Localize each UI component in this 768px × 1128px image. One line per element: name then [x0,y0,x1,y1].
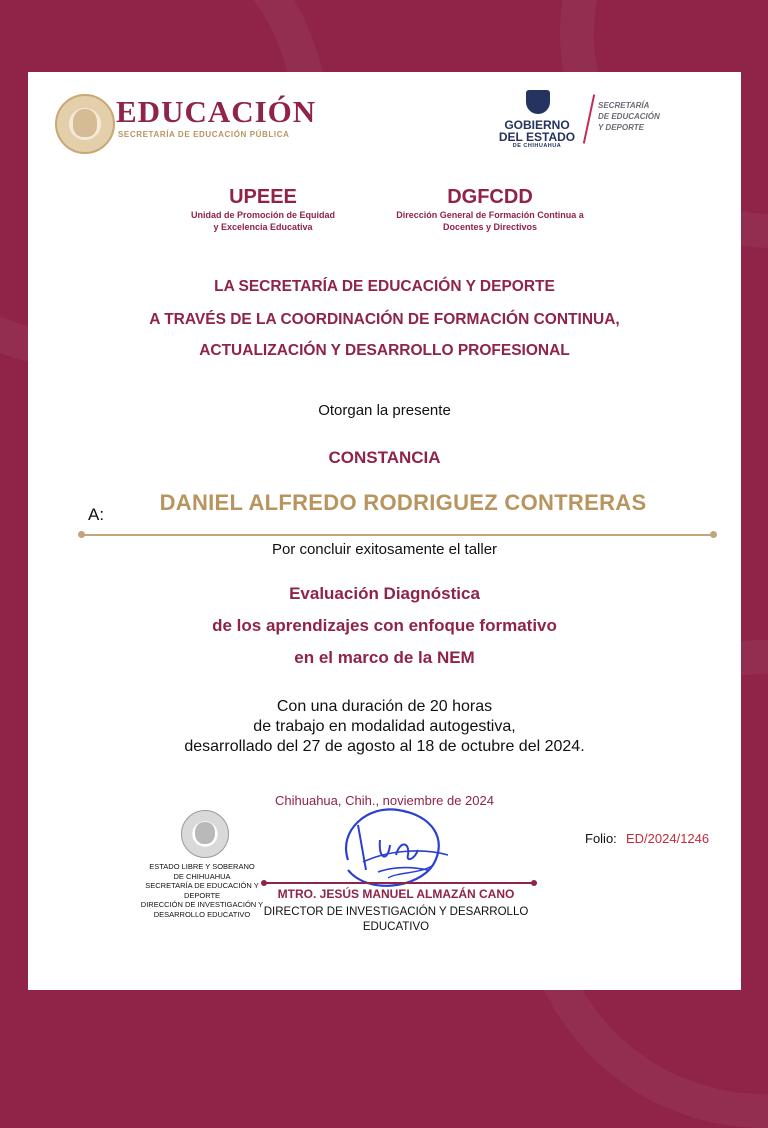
signature-line-dot [531,880,537,886]
seal-text-line: DESARROLLO EDUCATIVO [153,909,251,919]
chihuahua-logo-line3: DE CHIHUAHUA [512,143,562,149]
details-line1: Con una duración de 20 horas [276,698,493,715]
chihuahua-logo-line1: GOBIERNO [504,118,570,132]
issuer-line3: ACTUALIZACIÓN Y DESARROLLO PROFESIONAL [199,342,570,359]
course-line3: en el marco de la NEM [294,648,475,667]
folio-value: ED/2024/1246 [626,831,710,846]
unit-description-line2: y Excelencia Educativa [213,222,313,232]
line-end-dot [710,531,717,538]
course-line1: Evaluación Diagnóstica [289,584,480,603]
chihuahua-logo-line2: DEL ESTADO [498,130,576,144]
signatory-name: MTRO. JESÚS MANUEL ALMAZÁN CANO [277,887,515,901]
unit-acronym: UPEEE [229,186,297,208]
recipient-prefix: A: [88,505,105,524]
signature-line [266,882,536,884]
course-line2: de los aprendizajes con enfoque formativo [212,616,557,635]
seal-text-line: SECRETARÍA DE EDUCACIÓN Y DEPORTE [145,881,259,900]
seal-text-line: DE CHIHUAHUA [173,871,231,881]
folio-label: Folio: [585,831,617,846]
recipient-name: DANIEL ALFREDO RODRIGUEZ CONTRERAS [159,490,647,515]
unit-description-line2: Docentes y Directivos [442,222,538,232]
sep-title: EDUCACIÓN [116,94,317,129]
reason-text: Por concluir exitosamente el taller [271,541,498,558]
issuer-line1: LA SECRETARÍA DE EDUCACIÓN Y DEPORTE [214,278,555,295]
signatory-title-line2: EDUCATIVO [362,921,430,933]
issuer-line2: A TRAVÉS DE LA COORDINACIÓN DE FORMACIÓN CONTINUA, [149,311,620,328]
mexico-seal-icon [55,94,115,154]
unit-acronym: DGFCDD [447,186,533,208]
unit-description-line1: Dirección General de Formación Continua a [396,210,584,220]
handwritten-signature [328,800,458,900]
certificate-sheet [28,72,741,990]
secretaria-line1: SECRETARÍA [598,101,650,110]
seal-text-line: ESTADO LIBRE Y SOBERANO [149,862,255,871]
chihuahua-shield-icon [526,90,550,114]
place-date: Chihuahua, Chih., noviembre de 2024 [275,793,494,808]
sep-subtitle: SECRETARÍA DE EDUCACIÓN PÚBLICA [118,130,290,139]
secretaria-line2: DE EDUCACIÓN [598,112,660,121]
details-line2: de trabajo en modalidad autogestiva, [253,718,516,735]
details-line3: desarrollado del 27 de agosto al 18 de octubre del 2024. [184,738,585,755]
name-underline [80,534,714,536]
document-type: CONSTANCIA [328,448,441,467]
grant-text: Otorgan la presente [318,402,451,419]
signatory-title-line1: DIRECTOR DE INVESTIGACIÓN Y DESARROLLO [263,906,529,918]
chihuahua-seal-icon [181,810,229,858]
unit-dgfcdd [368,186,612,233]
unit-description-line1: Unidad de Promoción de Equidad [190,210,335,220]
unit-upeee [163,186,363,233]
seal-text-line: DIRECCIÓN DE INVESTIGACIÓN Y [140,900,264,909]
secretaria-line3: Y DEPORTE [598,123,644,132]
